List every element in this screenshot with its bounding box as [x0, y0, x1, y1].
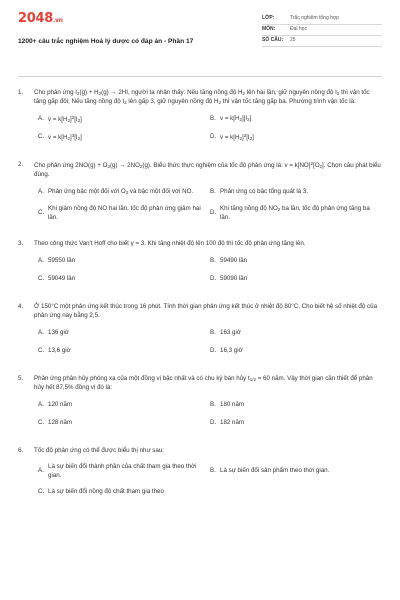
meta-row-subject	[262, 25, 382, 36]
answer-option[interactable]	[210, 346, 382, 358]
question-number: 5.	[18, 374, 24, 382]
question-text: Cho phản ứng $2NO(g) + O_2(g) \to 2NO_2(g)$. Biểu thức thực nghiệm của tốc độ phản ứng là: $v = k[NO]^2[O_2]$. Chọn câu phát biểu đúng.	[34, 160, 381, 178]
option-letter: D.	[210, 419, 217, 427]
question-text: Phản ứng phân hủy phóng xạ của một đồng vị bậc nhất và có chu kỳ bán hủy $t_{1/2} = 60$ năm. Vậy thời gian cần thiết để phân hủy hết 87,5% đồng vị đó là:	[34, 374, 373, 391]
option-text: $v = k[H_2]^3[I_2]$	[48, 132, 82, 141]
option-text: Là sự biến đổi sản phẩm theo thời gian.	[220, 467, 330, 475]
answer-option[interactable]	[38, 205, 210, 223]
option-text: $v = k[H_2][I_2]$	[220, 115, 252, 123]
meta-label: SỐ CÂU:	[262, 37, 284, 44]
option-text: 128 năm	[48, 419, 73, 427]
option-letter: D.	[210, 133, 217, 141]
option-letter: A.	[38, 257, 44, 265]
answer-option[interactable]	[38, 418, 210, 430]
question-number: 1.	[18, 89, 24, 96]
answer-option[interactable]	[210, 132, 382, 144]
answer-options	[18, 187, 382, 229]
answer-option[interactable]	[210, 114, 382, 126]
meta-row-count	[262, 36, 382, 47]
answer-option[interactable]	[210, 487, 382, 499]
answer-options	[18, 463, 382, 505]
question-text: Ở 150°C một phản ứng kết thúc trong 16 phút. Tính thời gian phản ứng kết thúc ở nhiệt độ 80°C. Cho biết hệ số nhiệt độ của phản ứng này bằng 2,5.	[34, 302, 378, 319]
answer-option[interactable]	[210, 328, 382, 340]
option-letter: A.	[38, 401, 44, 409]
question-text: Theo công thức Van't Hoff cho biết γ = 3. Khi tăng nhiệt độ lên 100 độ thì tốc độ phản ứng tăng lên.	[34, 239, 306, 247]
question-text: Cho phản ứng $I_2(g) + H_2(g) \to 2HI$, người ta nhận thấy: Nếu tăng nồng độ $H_2$ lên hai lần, giữ nguyên nồng độ $I_2$ thì vận tốc tăng gấp đôi; Nếu tăng nồng độ $I_2$ lên gấp 3, giữ nguyên nồng độ $H_2$ thì vận tốc tăng gấp ba. Phương trình vận tốc là:	[34, 89, 370, 105]
question-number: 4.	[18, 302, 24, 310]
option-letter: A.	[38, 467, 44, 475]
option-text: Là sự biến đổi nồng độ chất tham gia theo	[48, 488, 164, 496]
meta-value: Đại học	[290, 26, 307, 33]
question-list	[18, 89, 382, 505]
answer-option[interactable]	[38, 114, 210, 126]
question-item	[18, 89, 382, 150]
meta-value: Trắc nghiệm tổng hợp	[290, 15, 339, 22]
answer-option[interactable]	[38, 187, 210, 199]
option-letter: D.	[210, 275, 217, 283]
meta-table	[262, 14, 382, 47]
option-letter: C.	[38, 488, 45, 496]
option-text: $v = k[H_2]^2[I_2]$	[220, 132, 254, 141]
question-row	[18, 89, 382, 107]
option-letter: D.	[210, 347, 217, 355]
option-text: 59090 lần	[220, 275, 248, 283]
answer-option[interactable]	[210, 256, 382, 268]
option-letter: A.	[38, 115, 44, 123]
answer-option[interactable]	[38, 274, 210, 286]
option-text: 59550 lần	[48, 257, 76, 265]
question-item	[18, 375, 382, 436]
option-text: 59490 lần	[220, 257, 248, 265]
option-letter: B.	[210, 257, 216, 265]
answer-option[interactable]	[38, 487, 210, 499]
meta-label: LỚP:	[262, 15, 275, 22]
option-letter: B.	[210, 188, 216, 196]
brand-block	[18, 12, 228, 47]
answer-option[interactable]	[38, 328, 210, 340]
question-row	[18, 240, 382, 249]
meta-row-class	[262, 14, 382, 25]
question-number: 2.	[18, 160, 24, 168]
question-row	[18, 375, 382, 393]
question-row	[18, 447, 382, 456]
question-row	[18, 303, 382, 321]
option-text: $v = k[H_2]^2[I_2]$	[48, 114, 82, 123]
option-text: 59049 lần	[48, 275, 76, 283]
option-letter: A.	[38, 329, 44, 337]
option-text: 136 giờ	[48, 329, 69, 337]
option-text: 180 năm	[220, 401, 245, 409]
option-text: 163 giờ	[220, 329, 241, 337]
option-letter: B.	[210, 329, 216, 337]
question-number: 6.	[18, 446, 24, 454]
option-letter: C.	[38, 275, 45, 283]
logo-text: 2048	[18, 11, 53, 26]
question-item	[18, 447, 382, 505]
option-letter: B.	[210, 115, 216, 123]
page-header	[18, 12, 382, 60]
logo-suffix: .vn	[52, 17, 63, 24]
answer-option[interactable]	[210, 418, 382, 430]
answer-option[interactable]	[38, 256, 210, 268]
meta-value: 25	[290, 37, 296, 44]
option-text: 120 năm	[48, 401, 73, 409]
question-number: 3.	[18, 239, 24, 247]
question-item	[18, 240, 382, 292]
option-text: 182 năm	[220, 419, 245, 427]
question-item	[18, 161, 382, 229]
question-text: Tốc độ phản ứng có thể được biểu thị như sau:	[34, 446, 165, 454]
option-letter: C.	[38, 209, 45, 217]
header-divider	[18, 76, 382, 77]
option-letter: C.	[38, 347, 45, 355]
option-text: Khi giảm nồng độ NO hai lần, tốc độ phản ứng giảm hai lần.	[48, 204, 201, 221]
option-text: Phản ứng bậc một đối với $O_2$ và bậc một đối với NO.	[48, 188, 194, 196]
meta-label: MÔN:	[262, 26, 276, 33]
option-text: 13,6 giờ	[48, 347, 71, 355]
option-text: Phản ứng có bậc tổng quát là 3.	[220, 188, 309, 196]
answer-option[interactable]	[210, 274, 382, 286]
option-letter: B.	[210, 467, 216, 475]
answer-options	[18, 114, 382, 150]
answer-options	[18, 256, 382, 292]
option-letter: C.	[38, 133, 45, 141]
answer-option[interactable]	[38, 463, 210, 481]
question-row	[18, 161, 382, 180]
option-text: Khi tăng nồng độ $NO_2$ ba lần, tốc độ phản ứng tăng ba lần.	[220, 204, 370, 221]
answer-option[interactable]	[38, 400, 210, 412]
answer-option[interactable]	[210, 463, 382, 481]
answer-option[interactable]	[210, 187, 382, 199]
answer-options	[18, 328, 382, 364]
answer-option[interactable]	[210, 205, 382, 223]
site-logo[interactable]	[18, 12, 228, 28]
option-text: Là sự biến đổi thành phần của chất tham gia theo thời gian.	[48, 462, 197, 479]
answer-option[interactable]	[210, 400, 382, 412]
document-title: 1200+ câu trắc nghiệm Hoá lý dược có đáp án - Phần 17	[18, 38, 194, 45]
question-item	[18, 303, 382, 364]
answer-options	[18, 400, 382, 436]
option-letter: D.	[210, 209, 217, 217]
option-letter: A.	[38, 188, 44, 196]
answer-option[interactable]	[38, 132, 210, 144]
option-letter: C.	[38, 419, 45, 427]
option-letter: B.	[210, 401, 216, 409]
answer-option[interactable]	[38, 346, 210, 358]
option-text: 16,3 giờ	[220, 347, 243, 355]
